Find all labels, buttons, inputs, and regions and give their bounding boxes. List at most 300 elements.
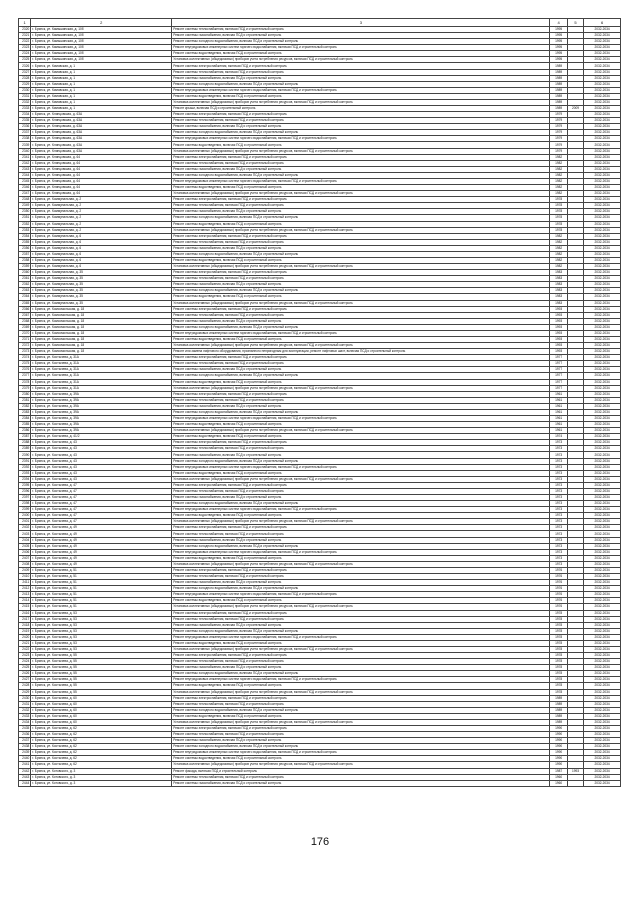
planned-period-cell: 2032-2034 [584,744,621,750]
row-index: 2356 [19,245,31,251]
planned-period-cell: 2032-2034 [584,239,621,245]
address-cell: г. Брянск, ул. Коммунальная, д. 6 [31,233,172,239]
build-year-cell: 1978 [550,610,567,616]
build-year-cell: 1973 [550,525,567,531]
address-cell: г. Брянск, ул. Костычева, д. 55 [31,689,172,695]
row-index: 2345 [19,178,31,184]
row-index: 2423 [19,653,31,659]
build-year-cell: 1979 [550,130,567,136]
address-cell: г. Брянск, ул. Камышинская, д. 10б [31,39,172,45]
build-year-cell: 1973 [550,519,567,525]
address-cell: г. Брянск, ул. Комсомольская, д. 18 [31,324,172,330]
address-cell: г. Брянск, ул. Костычева, д. 55 [31,671,172,677]
build-year-cell: 1993 [550,330,567,336]
row-index: 2358 [19,257,31,263]
address-cell: г. Брянск, ул. Костычева, д. 55 [31,653,172,659]
address-cell: г. Брянск, ул. Костычева, д. 53 [31,610,172,616]
work-type-cell: Ремонт системы газоснабжения, включая ПСД и строительный контроль [172,367,550,373]
row-index: 2395 [19,482,31,488]
build-year-cell: 1976 [550,574,567,580]
address-cell: г. Брянск, ул. Коммунальная, д. 35 [31,300,172,306]
work-type-cell: Установка коллективных (общедомовых) приборов учета потребления ресурсов, включая ПСД и строительный контроль [172,519,550,525]
build-year-cell: 1982 [550,185,567,191]
address-cell: г. Брянск, ул. Костычева, д. 55 [31,665,172,671]
address-cell: г. Брянск, ул. Костычева, д. 51 [31,586,172,592]
planned-period-cell: 2032-2034 [584,81,621,87]
planned-period-cell: 2032-2034 [584,756,621,762]
address-cell: г. Брянск, ул. Коммунальная, д. 2 [31,215,172,221]
row-index: 2371 [19,336,31,342]
planned-period-cell: 2032-2034 [584,537,621,543]
address-cell: г. Брянск, ул. Костычева, д. 39А [31,397,172,403]
planned-period-cell: 2032-2034 [584,580,621,586]
address-cell: г. Брянск, ул. Коммунальная, д. 35 [31,276,172,282]
planned-period-cell: 2032-2034 [584,531,621,537]
repair-schedule-table [18,18,621,787]
address-cell: г. Брянск, ул. Костычева, д. 53 [31,634,172,640]
planned-period-cell: 2032-2034 [584,318,621,324]
row-index: 2442 [19,768,31,774]
planned-period-cell: 2032-2034 [584,191,621,197]
work-type-cell: Ремонт системы водоотведения, включая ПСД и строительный контроль [172,51,550,57]
work-type-cell: Ремонт системы газоснабжения, включая ПСД и строительный контроль [172,403,550,409]
planned-period-cell: 2032-2034 [584,282,621,288]
address-cell: г. Брянск, ул. Клинцовская, д. 64 [31,191,172,197]
planned-period-cell: 2032-2034 [584,409,621,415]
table-row [19,780,621,786]
planned-period-cell: 2032-2034 [584,440,621,446]
row-index: 2408 [19,561,31,567]
planned-period-cell: 2032-2034 [584,118,621,124]
planned-period-cell: 2032-2034 [584,403,621,409]
work-type-cell: Ремонт системы газоснабжения, включая ПСД и строительный контроль [172,738,550,744]
planned-period-cell: 2032-2034 [584,768,621,774]
last-repair-year-cell: 2009 [567,106,583,112]
row-index: 2382 [19,403,31,409]
work-type-cell: Ремонт системы газоснабжения, включая ПСД и строительный контроль [172,282,550,288]
row-index: 2424 [19,659,31,665]
row-index: 2407 [19,555,31,561]
column-number: 4 [550,19,567,27]
build-year-cell: 1977 [550,367,567,373]
address-cell: г. Брянск, ул. Коммунальная, д. 6 [31,245,172,251]
address-cell: г. Брянск, ул. Комсомольская, д. 18 [31,312,172,318]
build-year-cell: 1983 [550,288,567,294]
planned-period-cell: 2032-2034 [584,45,621,51]
row-index: 2364 [19,294,31,300]
address-cell: г. Брянск, ул. Коммунальная, д. 35 [31,282,172,288]
address-cell: г. Брянск, ул. Костычева, д. 55 [31,659,172,665]
row-index: 2397 [19,495,31,501]
address-cell: г. Брянск, ул. Костычева, д. 43 [31,458,172,464]
address-cell: г. Брянск, ул. Костычева, д. 39А [31,409,172,415]
address-cell: г. Брянск, ул. Коммунальная, д. 2 [31,227,172,233]
work-type-cell: Ремонт системы водоотведения, включая ПСД и строительный контроль [172,422,550,428]
row-index: 2353 [19,227,31,233]
row-index: 2437 [19,738,31,744]
planned-period-cell: 2032-2034 [584,482,621,488]
build-year-cell: 1979 [550,148,567,154]
planned-period-cell: 2032-2034 [584,148,621,154]
row-index: 2386 [19,428,31,434]
row-index: 2366 [19,306,31,312]
build-year-cell: 1982 [550,264,567,270]
work-type-cell: Ремонт системы электроснабжения, включая ПСД и строительный контроль [172,391,550,397]
row-index: 2372 [19,343,31,349]
planned-period-cell: 2032-2034 [584,270,621,276]
build-year-cell: 1982 [550,245,567,251]
planned-period-cell: 2032-2034 [584,719,621,725]
planned-period-cell: 2032-2034 [584,732,621,738]
build-year-cell: 1982 [550,239,567,245]
address-cell: г. Брянск, ул. Костычева, д. 47 [31,495,172,501]
row-index: 2441 [19,762,31,768]
planned-period-cell: 2032-2034 [584,106,621,112]
work-type-cell: Ремонт системы водоотведения, включая ПСД и строительный контроль [172,336,550,342]
address-cell: г. Брянск, ул. Костычева, д. 31А [31,379,172,385]
build-year-cell: 1978 [550,203,567,209]
planned-period-cell: 2032-2034 [584,762,621,768]
address-cell: г. Брянск, ул. Костычева, д. 51 [31,574,172,580]
address-cell: г. Брянск, ул. Костычева, д. 47 [31,488,172,494]
work-type-cell: Ремонт системы теплоснабжения, включая ПСД и строительный контроль [172,312,550,318]
row-index: 2434 [19,719,31,725]
planned-period-cell: 2032-2034 [584,507,621,513]
address-cell: г. Брянск, ул. Коммунальная, д. 2 [31,203,172,209]
address-cell: г. Брянск, ул. Костычева, д. 49 [31,549,172,555]
row-index: 2336 [19,124,31,130]
work-type-cell: Ремонт системы холодного водоснабжения, включая ПСД и строительный контроль [172,707,550,713]
build-year-cell: 1978 [550,677,567,683]
planned-period-cell: 2032-2034 [584,677,621,683]
build-year-cell: 1982 [550,251,567,257]
row-index: 2328 [19,75,31,81]
build-year-cell: 1960 [550,780,567,786]
build-year-cell: 1976 [550,580,567,586]
work-type-cell: Ремонт системы теплоснабжения, включая ПСД и строительный контроль [172,732,550,738]
work-type-cell: Ремонт системы теплоснабжения, включая ПСД и строительный контроль [172,659,550,665]
row-index: 2349 [19,203,31,209]
planned-period-cell: 2032-2034 [584,112,621,118]
row-index: 2324 [19,51,31,57]
build-year-cell: 1989 [550,707,567,713]
address-cell: г. Брянск, ул. Костычева, д. 31А [31,355,172,361]
planned-period-cell: 2032-2034 [584,154,621,160]
address-cell: г. Брянск, ул. Коммунальная, д. 2 [31,209,172,215]
build-year-cell: 1976 [550,592,567,598]
build-year-cell: 1976 [550,567,567,573]
row-index: 2330 [19,87,31,93]
planned-period-cell: 2032-2034 [584,616,621,622]
work-type-cell: Ремонт внутридомовых инженерных систем горячего водоснабжения, включая ПСД и строительный контроль [172,330,550,336]
planned-period-cell: 2032-2034 [584,251,621,257]
row-index: 2411 [19,580,31,586]
build-year-cell: 1989 [550,719,567,725]
row-index: 2419 [19,628,31,634]
build-year-cell: 1982 [550,191,567,197]
build-year-cell: 1978 [550,640,567,646]
planned-period-cell: 2032-2034 [584,713,621,719]
build-year-cell: 1977 [550,355,567,361]
build-year-cell: 1995 [550,27,567,33]
planned-period-cell: 2032-2034 [584,750,621,756]
page-number: 176 [310,836,330,848]
address-cell: г. Брянск, ул. Комсомольская, д. 18 [31,318,172,324]
row-index: 2406 [19,549,31,555]
build-year-cell: 1989 [550,75,567,81]
build-year-cell: 1983 [550,300,567,306]
row-index: 2402 [19,525,31,531]
planned-period-cell: 2032-2034 [584,586,621,592]
row-index: 2360 [19,270,31,276]
address-cell: г. Брянск, ул. Костычева, д. 60 [31,695,172,701]
address-cell: г. Брянск, ул. Костычева, д. 62 [31,756,172,762]
address-cell: г. Брянск, ул. Костычева, д. 60 [31,701,172,707]
build-year-cell: 1978 [550,659,567,665]
work-type-cell: Ремонт системы газоснабжения, включая ПСД и строительный контроль [172,166,550,172]
work-type-cell: Ремонт системы холодного водоснабжения, включая ПСД и строительный контроль [172,501,550,507]
address-cell: г. Брянск, ул. Костычева, д. 47 [31,482,172,488]
row-index: 2400 [19,513,31,519]
work-type-cell: Ремонт внутридомовых инженерных систем горячего водоснабжения, включая ПСД и строительный контроль [172,45,550,51]
address-cell: г. Брянск, ул. Кимовская, д. 1 [31,81,172,87]
address-cell: г. Брянск, ул. Костычева, д. 62 [31,725,172,731]
planned-period-cell: 2032-2034 [584,513,621,519]
work-type-cell: Установка коллективных (общедомовых) приборов учета потребления ресурсов, включая ПСД и строительный контроль [172,57,550,63]
work-type-cell: Ремонт системы водоотведения, включая ПСД и строительный контроль [172,294,550,300]
row-index: 2414 [19,598,31,604]
planned-period-cell: 2032-2034 [584,416,621,422]
planned-period-cell: 2032-2034 [584,172,621,178]
build-year-cell: 1978 [550,227,567,233]
row-index: 2343 [19,166,31,172]
row-index: 2367 [19,312,31,318]
row-index: 2410 [19,574,31,580]
row-index: 2409 [19,567,31,573]
work-type-cell: Ремонт системы теплоснабжения, включая ПСД и строительный контроль [172,361,550,367]
row-index: 2341 [19,154,31,160]
build-year-cell: 1961 [550,397,567,403]
work-type-cell: Ремонт системы водоотведения, включая ПСД и строительный контроль [172,513,550,519]
planned-period-cell: 2032-2034 [584,640,621,646]
work-type-cell: Ремонт системы газоснабжения, включая ПСД и строительный контроль [172,209,550,215]
build-year-cell: 1989 [550,81,567,87]
build-year-cell: 1973 [550,458,567,464]
address-cell: г. Брянск, ул. Костычева, д. 31А [31,373,172,379]
planned-period-cell: 2032-2034 [584,646,621,652]
build-year-cell: 1993 [550,306,567,312]
work-type-cell: Ремонт системы холодного водоснабжения, включая ПСД и строительный контроль [172,671,550,677]
planned-period-cell: 2032-2034 [584,397,621,403]
build-year-cell: 1982 [550,233,567,239]
address-cell: г. Брянск, ул. Кимовская, д. 1 [31,93,172,99]
work-type-cell: Ремонт системы холодного водоснабжения, включая ПСД и строительный контроль [172,409,550,415]
planned-period-cell: 2032-2034 [584,166,621,172]
row-index: 2354 [19,233,31,239]
address-cell: г. Брянск, ул. Коммунальная, д. 2 [31,221,172,227]
planned-period-cell: 2032-2034 [584,160,621,166]
work-type-cell: Ремонт системы электроснабжения, включая ПСД и строительный контроль [172,653,550,659]
work-type-cell: Ремонт системы водоотведения, включая ПСД и строительный контроль [172,470,550,476]
work-type-cell: Ремонт внутридомовых инженерных систем горячего водоснабжения, включая ПСД и строительный контроль [172,677,550,683]
row-index: 2426 [19,671,31,677]
planned-period-cell: 2032-2034 [584,653,621,659]
address-cell: г. Брянск, ул. Котовского, д. 3 [31,774,172,780]
work-type-cell: Ремонт системы водоотведения, включая ПСД и строительный контроль [172,257,550,263]
work-type-cell: Ремонт внутридомовых инженерных систем горячего водоснабжения, включая ПСД и строительный контроль [172,592,550,598]
build-year-cell: 1995 [550,33,567,39]
planned-period-cell: 2032-2034 [584,622,621,628]
address-cell: г. Брянск, ул. Клинцовская, д. 64 [31,160,172,166]
address-cell: г. Брянск, ул. Костычева, д. 53 [31,640,172,646]
work-type-cell: Ремонт внутридомовых инженерных систем горячего водоснабжения, включая ПСД и строительный контроль [172,136,550,142]
build-year-cell: 1978 [550,689,567,695]
planned-period-cell: 2032-2034 [584,385,621,391]
address-cell: г. Брянск, ул. Костычева, д. 53 [31,628,172,634]
row-index: 2401 [19,519,31,525]
address-cell: г. Брянск, ул. Клинцовская, д. 63А [31,118,172,124]
planned-period-cell: 2032-2034 [584,99,621,105]
build-year-cell: 1973 [550,537,567,543]
row-index: 2344 [19,172,31,178]
row-index: 2351 [19,215,31,221]
row-index: 2399 [19,507,31,513]
build-year-cell: 1973 [550,549,567,555]
work-type-cell: Ремонт системы холодного водоснабжения, включая ПСД и строительный контроль [172,288,550,294]
planned-period-cell: 2032-2034 [584,458,621,464]
work-type-cell: Ремонт системы теплоснабжения, включая ПСД и строительный контроль [172,774,550,780]
build-year-cell: 1979 [550,142,567,148]
build-year-cell: 1973 [550,476,567,482]
planned-period-cell: 2032-2034 [584,567,621,573]
planned-period-cell: 2032-2034 [584,598,621,604]
row-index: 2369 [19,324,31,330]
work-type-cell: Ремонт системы теплоснабжения, включая ПСД и строительный контроль [172,69,550,75]
work-type-cell: Ремонт системы газоснабжения, включая ПСД и строительный контроль [172,318,550,324]
row-index: 2362 [19,282,31,288]
column-number: 2 [31,19,172,27]
work-type-cell: Ремонт системы водоотведения, включая ПСД и строительный контроль [172,142,550,148]
planned-period-cell: 2032-2034 [584,555,621,561]
planned-period-cell: 2032-2034 [584,738,621,744]
work-type-cell: Ремонт системы водоотведения, включая ПСД и строительный контроль [172,756,550,762]
work-type-cell: Установка коллективных (общедомовых) приборов учета потребления ресурсов, включая ПСД и строительный контроль [172,476,550,482]
row-index: 2332 [19,99,31,105]
work-type-cell: Ремонт системы водоотведения, включая ПСД и строительный контроль [172,598,550,604]
row-index: 2427 [19,677,31,683]
row-index: 2379 [19,385,31,391]
last-repair-year-cell [567,780,583,786]
row-index: 2359 [19,264,31,270]
work-type-cell: Ремонт системы водоотведения, включая ПСД и строительный контроль [172,713,550,719]
work-type-cell: Ремонт системы электроснабжения, включая ПСД и строительный контроль [172,355,550,361]
address-cell: г. Брянск, ул. Кимовская, д. 1 [31,75,172,81]
column-number: 5 [567,19,583,27]
address-cell: г. Брянск, ул. Комсомольская, д. 18 [31,336,172,342]
address-cell: г. Брянск, ул. Клинцовская, д. 63А [31,148,172,154]
row-index: 2381 [19,397,31,403]
work-type-cell: Ремонт системы электроснабжения, включая ПСД и строительный контроль [172,482,550,488]
row-index: 2392 [19,464,31,470]
build-year-cell: 1990 [550,738,567,744]
work-type-cell: Ремонт системы газоснабжения, включая ПСД и строительный контроль [172,75,550,81]
planned-period-cell: 2032-2034 [584,470,621,476]
address-cell: г. Брянск, ул. Клинцовская, д. 64 [31,178,172,184]
work-type-cell: Ремонт системы холодного водоснабжения, включая ПСД и строительный контроль [172,324,550,330]
work-type-cell: Ремонт системы холодного водоснабжения, включая ПСД и строительный контроль [172,81,550,87]
build-year-cell: 1960 [550,774,567,780]
planned-period-cell: 2032-2034 [584,464,621,470]
row-index: 2412 [19,586,31,592]
row-index: 2421 [19,640,31,646]
build-year-cell: 1973 [550,452,567,458]
address-cell: г. Брянск, ул. Костычева, д. 31А [31,367,172,373]
build-year-cell: 1973 [550,543,567,549]
build-year-cell: 1979 [550,112,567,118]
row-index: 2350 [19,209,31,215]
planned-period-cell: 2032-2034 [584,294,621,300]
work-type-cell: Ремонт системы водоотведения, включая ПСД и строительный контроль [172,379,550,385]
row-index: 2331 [19,93,31,99]
planned-period-cell: 2032-2034 [584,452,621,458]
work-type-cell: Ремонт системы теплоснабжения, включая ПСД и строительный контроль [172,531,550,537]
row-index: 2383 [19,409,31,415]
build-year-cell: 1973 [550,488,567,494]
address-cell: г. Брянск, ул. Костычева, д. 43 [31,440,172,446]
build-year-cell: 1979 [550,136,567,142]
address-cell: г. Брянск, ул. Костычева, д. 62 [31,762,172,768]
work-type-cell: Ремонт системы электроснабжения, включая ПСД и строительный контроль [172,63,550,69]
row-index: 2429 [19,689,31,695]
planned-period-cell: 2032-2034 [584,69,621,75]
build-year-cell: 1993 [550,349,567,355]
work-type-cell: Ремонт системы холодного водоснабжения, включая ПСД и строительный контроль [172,251,550,257]
work-type-cell: Ремонт внутридомовых инженерных систем горячего водоснабжения, включая ПСД и строительный контроль [172,507,550,513]
address-cell: г. Брянск, ул. Костычева, д. 47 [31,501,172,507]
build-year-cell: 1977 [550,379,567,385]
work-type-cell: Ремонт фасада, включая ПСД и строительный контроль [172,768,550,774]
work-type-cell: Ремонт внутридомовых инженерных систем горячего водоснабжения, включая ПСД и строительный контроль [172,464,550,470]
column-number: 6 [584,19,621,27]
planned-period-cell: 2032-2034 [584,367,621,373]
planned-period-cell: 2032-2034 [584,574,621,580]
planned-period-cell: 2032-2034 [584,707,621,713]
build-year-cell: 1983 [550,270,567,276]
work-type-cell: Ремонт системы теплоснабжения, включая ПСД и строительный контроль [172,160,550,166]
address-cell: г. Брянск, ул. Клинцовская, д. 64 [31,185,172,191]
row-index: 2334 [19,112,31,118]
build-year-cell: 1961 [550,391,567,397]
build-year-cell: 1973 [550,513,567,519]
address-cell: г. Брянск, ул. Кимовская, д. 1 [31,99,172,105]
planned-period-cell: 2032-2034 [584,549,621,555]
build-year-cell: 1977 [550,385,567,391]
work-type-cell: Установка коллективных (общедомовых) приборов учета потребления ресурсов, включая ПСД и строительный контроль [172,604,550,610]
address-cell: г. Брянск, ул. Клинцовская, д. 64 [31,154,172,160]
address-cell: г. Брянск, ул. Камышинская, д. 10б [31,51,172,57]
planned-period-cell: 2032-2034 [584,343,621,349]
build-year-cell: 1973 [550,482,567,488]
build-year-cell: 1993 [550,312,567,318]
work-type-cell: Ремонт системы электроснабжения, включая ПСД и строительный контроль [172,567,550,573]
build-year-cell: 1973 [550,440,567,446]
work-type-cell: Ремонт или замена лифтового оборудования, признанного непригодным для эксплуатации, ремонт лифтовых шахт, включая ПСД и строительный контроль [172,349,550,355]
planned-period-cell: 2032-2034 [584,689,621,695]
row-index: 2404 [19,537,31,543]
row-index: 2348 [19,197,31,203]
planned-period-cell: 2032-2034 [584,610,621,616]
planned-period-cell: 2032-2034 [584,178,621,184]
